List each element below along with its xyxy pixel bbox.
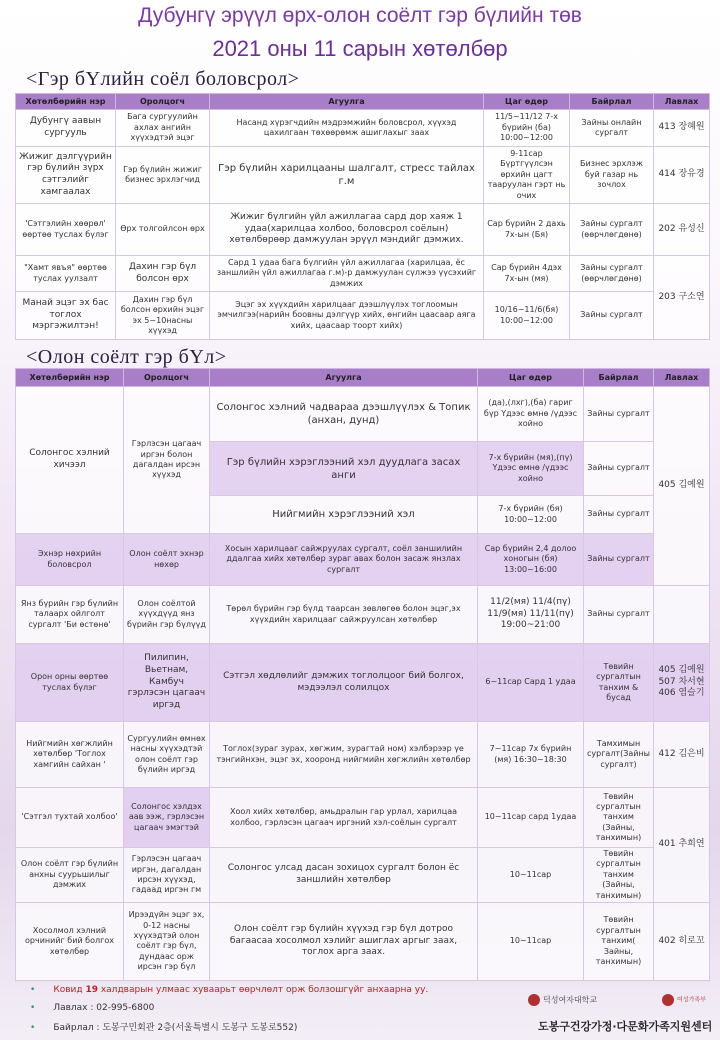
col-header-participants: Оролцогч xyxy=(124,369,210,387)
time: 7~11сар 7х бүрийн (мя) 16:30~18:30 xyxy=(478,722,584,788)
content: Солонгос улсад дасан зохицох сургалт болон ёс заншлийн хөтөлбөр xyxy=(210,848,478,903)
participants: Дахин гэр бүл болсон өрх xyxy=(116,256,210,292)
time: 10~11сар xyxy=(478,902,584,980)
col-header-place: Байрлал xyxy=(570,94,654,110)
place: Төвийн сургалтын танхим (Зайны, танхимын) xyxy=(584,848,654,903)
place-line xyxy=(30,1020,297,1033)
content: Хосын харилцааг сайжруулах сургалт, соёл заншилийн ддалгаа хийх хөтөлбөр зураг авах болон засаж янзлах сургалт xyxy=(210,534,478,586)
table-row xyxy=(16,722,710,788)
place-label: Байрлал : xyxy=(53,1023,100,1033)
program-name: 'Сэтгэлийн хөөрөл' өөртөө туслах бүлэг xyxy=(16,204,116,256)
participants: Солонгос хэлдэх аав ээж, гэрлэсэн цагаач эмэгтэй xyxy=(124,788,210,848)
time: 10/16~11/6(бя) 10:00~12:00 xyxy=(484,292,570,340)
table-row xyxy=(16,644,710,722)
place: Зайны сургалт xyxy=(584,534,654,586)
content: Солонгос хэлний чадвараа дээшлүүлэх & Топик (анхан, дунд) xyxy=(210,387,478,442)
place: Тамхимын сургалт(Зайны сургалт) xyxy=(584,722,654,788)
col-header-time: Цаг өдөр xyxy=(484,94,570,110)
col-header-content: Агуулга xyxy=(210,369,478,387)
place-address: 도봉구민회관 2층(서울특별시 도봉구 도봉로552) xyxy=(102,1023,298,1033)
participants: Пилипин, Вьетнам, Камбуч гэрлэсэн цагаач иргэд xyxy=(124,644,210,722)
col-header-name: Хөтөлбөрийн нэр xyxy=(16,94,116,110)
col-header-contact: Лавлах xyxy=(654,94,710,110)
covid-notice xyxy=(30,985,428,995)
contact: 203 구소연 xyxy=(654,256,710,340)
content: Жижиг бүлгийн үйл ажиллагаа сард дор хаяж 1 удаа(харилцаа холбоо, боловсрол соёлын) хөтөлбөрөөр дамжуулан эрүүл мэндийг дэмжих. xyxy=(210,204,484,256)
program-name: "Хамт явъя" өөртөө туслах уулзалт xyxy=(16,256,116,292)
content: Олон соёлт гэр бүлийн хүүхэд гэр бүл дотроо багаасаа хосолмол хэлийг ашиглах аргыг заах, тоглох арга заах. xyxy=(210,902,478,980)
place: Зайны сургалт xyxy=(584,586,654,644)
time: 7-х бүрийн (мя),(пү) Үдээс өмнө /үдээс хойно xyxy=(478,442,584,496)
place: Төвийн сургалтын танхим & бусад xyxy=(584,644,654,722)
table-row xyxy=(16,788,710,848)
table-row xyxy=(16,902,710,980)
participants: Олон соёлт эхнэр нөхөр xyxy=(124,534,210,586)
col-header-place: Байрлал xyxy=(584,369,654,387)
page-subtitle: 2021 оны 11 сарын хөтөлбөр xyxy=(212,36,508,61)
covid-text-pre: Ковид xyxy=(53,985,86,995)
time: (да),(лхг),(ба) гариг бүр Үдээс өмнө /үдээс хойно xyxy=(478,387,584,442)
participants: Ирээдүйн эцэг эх, 0-12 насны хүүхэдтэй олон соёлт гэр бүл, дундаас орж ирсэн гэр бүл xyxy=(124,902,210,980)
time: 9-11сар Бүртгүүлсэн өрхийн цагт тааруулан гэрт нь очих xyxy=(484,147,570,204)
center-name: 도봉구건강가정·다문화가족지원센터 xyxy=(538,1020,713,1033)
page-title: Дубунгү эрүүл өрх-олон соёлт гэр бүлийн төв xyxy=(138,4,582,27)
participants: Бага сургуулийн ахлах ангийн хүүхэдтэй эцэг xyxy=(116,110,210,147)
table-row xyxy=(16,848,710,903)
multicultural-table xyxy=(15,368,710,981)
content: Сэтгэл хөдлөлийг дэмжих тоглолцоог бий болгох, мэдээлэл солилцох xyxy=(210,644,478,722)
content: Сард 1 удаа бага бүлгийн үйл ажиллагаа (харилцаа, ёс заншлийн үйл ажиллагаа г.м)-р дамжуулан сүлжээ үүсэхийг дэмжих xyxy=(210,256,484,292)
ministry-logo: 여성가족부 xyxy=(662,994,706,1006)
university-logo: 덕성여자대학교 xyxy=(528,994,597,1006)
covid-text-post: халдварын улмаас хуваарьт өөрчлөлт орж болзошгүйг анхаарна уу. xyxy=(97,985,429,995)
content: Эцэг эх хүүхдийн харилцааг дээшлүүлэх тоглоомын эмчилгээ(нарийн боовны дэлгүүр хийх, өнгийн цаасаар аяга хийх, цаасаар тоорт хийх) xyxy=(210,292,484,340)
time: 6~11сар Сард 1 удаа xyxy=(478,644,584,722)
program-name: Орон орны өөртөө туслах бүлэг xyxy=(16,644,124,722)
contact-phone: 02-995-6800 xyxy=(96,1003,155,1013)
time: Сар бүрийн 2 дахь 7х-ын (Бя) xyxy=(484,204,570,256)
contact: 402 히로꼬 xyxy=(654,902,710,980)
contact-line xyxy=(30,1003,154,1013)
contact: 405 김예원 507 차서현 406 염슬기 xyxy=(654,644,710,722)
participants: Гэр бүлийн жижиг бизнес эрхлэгчид xyxy=(116,147,210,204)
participants: Олон соёлтой хүүхдүүд янз бүрийн гэр бүлүүд xyxy=(124,586,210,644)
table-row xyxy=(16,204,710,256)
contact: 401 추희연 xyxy=(654,788,710,903)
program-name: Манай эцэг эх бас тоглох мэргэжилтэн! xyxy=(16,292,116,340)
section1-title: <Гэр бҮлийн соёл боловсрол> xyxy=(26,68,300,90)
bullet-icon: • xyxy=(30,1023,36,1033)
seal-icon xyxy=(528,994,540,1006)
place: Зайны сургалт (өөрчлөгдөнө) xyxy=(570,204,654,256)
content: Хоол хийх хөтөлбөр, амьдралын гар урлал, харилцаа холбоо, гэрлэсэн цагаач иргэний хэл-соёлын сургалт xyxy=(210,788,478,848)
bullet-icon: • xyxy=(30,985,36,995)
program-name: Нийгмийн хөгжлийн хөтөлбөр 'Тоглох хамгийн сайхан ' xyxy=(16,722,124,788)
time: Сар бүрийн 2,4 долоо хоногын (бя) 13:00~16:00 xyxy=(478,534,584,586)
col-header-content: Агуулга xyxy=(210,94,484,110)
place: Зайны сургалт xyxy=(584,442,654,496)
contact: 405 김예원 xyxy=(654,387,710,586)
ministry-seal-icon xyxy=(662,994,674,1006)
place: Зайны сургалт xyxy=(570,292,654,340)
program-name: Жижиг дэлгүүрийн гэр бүлийн зүрх сэтгэлийг хамгаалах xyxy=(16,147,116,204)
content: Гэр бүлийн хэрэглээний хэл дуудлага засах анги xyxy=(210,442,478,496)
table-row xyxy=(16,586,710,644)
time: 10~11сар xyxy=(478,848,584,903)
contact: 412 김은비 xyxy=(654,722,710,788)
table-row xyxy=(16,292,710,340)
contact: 202 유성신 xyxy=(654,204,710,256)
time: 11/5~11/12 7-х бүрийн (ба) 10:00~12:00 xyxy=(484,110,570,147)
time: 10~11сар сард 1удаа xyxy=(478,788,584,848)
bullet-icon: • xyxy=(30,1003,36,1013)
family-culture-table xyxy=(15,93,710,340)
table-row xyxy=(16,147,710,204)
table-row xyxy=(16,256,710,292)
participants: Дахин гэр бүл болсон өрхийн эцэг эх 5~10насны хүүхэд xyxy=(116,292,210,340)
program-name: Хосолмол хэлний орчинийг бий болгох хөтөлбөр xyxy=(16,902,124,980)
participants: Сургуулийн өмнөх насны хүүхэдтэй олон соёлт гэр бүлийн иргэд xyxy=(124,722,210,788)
contact-label: Лавлах : xyxy=(53,1003,94,1013)
section2-title: <Олон соёлт гэр бҮл> xyxy=(26,346,227,368)
place: Зайны сургалт (өөрчлөгдөнө) xyxy=(570,256,654,292)
content: Төрөл бүрийн гэр бүлд таарсан зөвлөгөө болон эцэг,эх хүүхдийн харилцааг сайжруулсан хөтөлбөр xyxy=(210,586,478,644)
place: Бизнес эрхлэж буй газар нь зочлох xyxy=(570,147,654,204)
participants: Гэрлэсэн цагаач иргэн болон дагалдан ирсэн хүүхэд xyxy=(124,387,210,534)
place: Зайны онлайн сургалт xyxy=(570,110,654,147)
program-name: Олон соёлт гэр бүлийн анхны суурьшилыг дэмжих xyxy=(16,848,124,903)
content: Насанд хүрэгчдийн мэдрэмжийн боловсрол, хүүхэд цахилгаан төхөөрөмж ашиглахыг заах xyxy=(210,110,484,147)
program-name: 'Сэтгэл тухтай холбоо' xyxy=(16,788,124,848)
content: Гэр бүлийн харилцааны шалгалт, стресс тайлах г.м xyxy=(210,147,484,204)
place: Төвийн сургалтын танхим (Зайны, танхимын) xyxy=(584,788,654,848)
time: Сар бүрийн 4дэх 7х-ын (мя) xyxy=(484,256,570,292)
place: Төвийн сургалтын танхим( Зайны, танхимын) xyxy=(584,902,654,980)
program-name: Янз бүрийн гэр бүлийн талаарх ойлголт сургалт 'Би өстөнө' xyxy=(16,586,124,644)
table-row xyxy=(16,534,710,586)
participants: Гэрлэсэн цагаач иргэн, дагалдан ирсэн хүүхэд, гадаад иргэн гм xyxy=(124,848,210,903)
contact: 414 장유경 xyxy=(654,147,710,204)
col-header-time: Цаг өдөр xyxy=(478,369,584,387)
covid-number: 19 xyxy=(85,985,98,995)
program-name: Дубунгү аавын сургууль xyxy=(16,110,116,147)
participants: Өрх толгойлсон өрх xyxy=(116,204,210,256)
content: Нийгмийн хэрэглээний хэл xyxy=(210,496,478,534)
program-name: Солонгос хэлний хичээл xyxy=(16,387,124,534)
place: Зайны сургалт xyxy=(584,387,654,442)
place: Зайны сургалт xyxy=(584,496,654,534)
col-header-contact: Лавлах xyxy=(654,369,710,387)
contact-empty xyxy=(654,586,710,644)
program-name: Эхнэр нөхрийн боловсрол xyxy=(16,534,124,586)
table-row xyxy=(16,387,710,442)
time: 11/2(мя) 11/4(пү) 11/9(мя) 11/11(пү) 19:00~21:00 xyxy=(478,586,584,644)
contact: 413 장혜원 xyxy=(654,110,710,147)
table-row xyxy=(16,110,710,147)
time: 7-х бүрийн (бя) 10:00~12:00 xyxy=(478,496,584,534)
content: Тоглох(зураг зурах, хөгжим, зурагтай ном) хэлбэрээр үе тэнгийнхэн, эцэг эх, хооронд нийгмийн хөгжлийн хөтөлбөр xyxy=(210,722,478,788)
col-header-participants: Оролцогч xyxy=(116,94,210,110)
col-header-name: Хөтөлбөрийн нэр xyxy=(16,369,124,387)
